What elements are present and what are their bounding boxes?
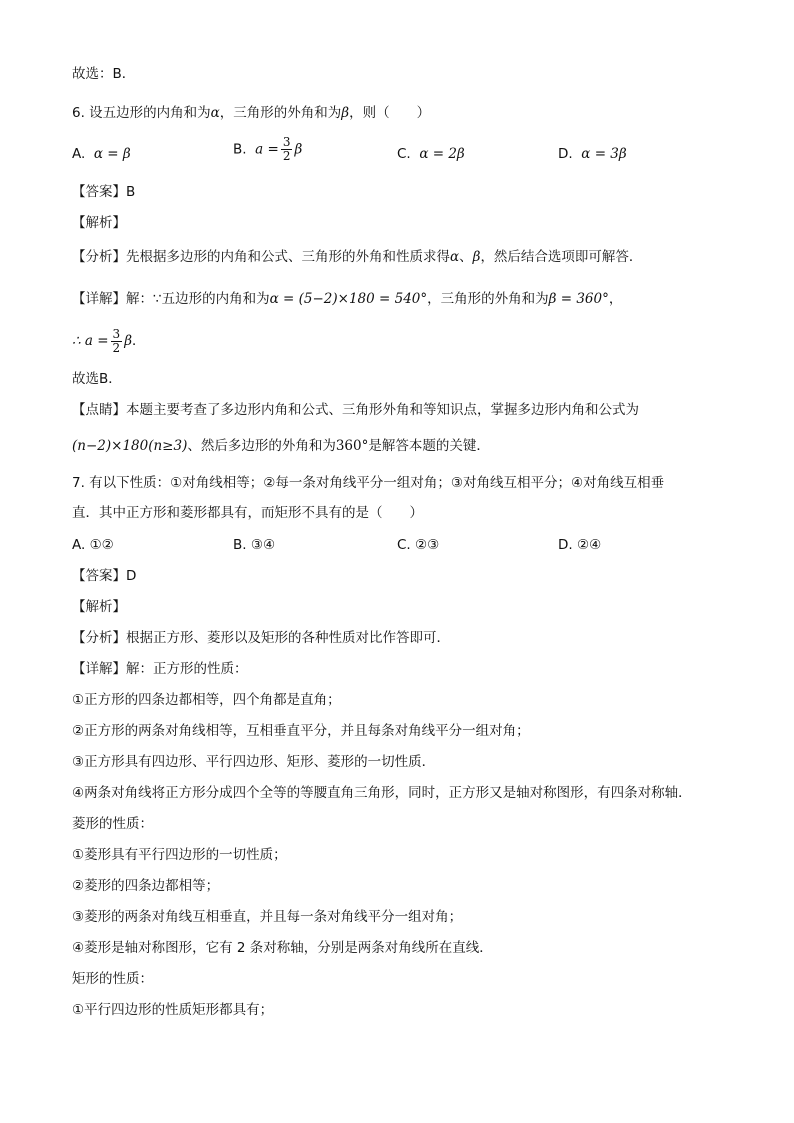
q6-therefore-fraction [111,328,123,355]
q7-rhombus-property-2: ②菱形的四条边都相等； [72,878,220,894]
q6-option-b-numerator: 3 [282,135,291,149]
q7-option-c: C. ②③ [397,537,440,553]
q6-option-d-label: D. [558,146,573,162]
q7-rectangle-title: 矩形的性质： [72,971,153,987]
q7-analysis-heading: 【解析】 [72,599,126,615]
q6-therefore-numerator: 3 [112,326,121,341]
q7-answer: 【答案】D [72,568,137,584]
q6-dianjing-expr2: 360° [335,438,369,454]
q6-fenxi-beta: β [472,249,481,265]
question-7-stem-line-1: 7. 有以下性质：①对角线相等；②每一条对角线平分一组对角；③对角线互相平分；④对角线互相垂 [72,475,665,491]
q6-fenxi-sep: 、 [459,249,473,265]
q6-option-b-lhs: a = [255,141,279,158]
q7-option-a: A. ①② [72,537,114,553]
q6-answer: 【答案】B [72,184,136,200]
question-6-stem [72,103,430,123]
q6-option-b [233,136,302,163]
q6-therefore-lhs: ∴ a = [72,333,109,349]
q6-option-c [397,144,465,164]
q7-rhombus-property-4: ④菱形是轴对称图形，它有 2 条对称轴，分别是两条对角线所在直线． [72,940,493,956]
q6-xiangjie-expr2: β = 360° [548,291,609,307]
q6-dianjing-expr1: (n−2)×180(n≥3) [72,438,188,454]
q6-option-a [72,144,131,164]
q6-therefore-line [72,324,146,358]
question-7-stem-line-2: 直．其中正方形和菱形都具有，而矩形不具有的是（ ） [72,505,423,521]
q6-dianjing-text-2b: 是解答本题的关键． [368,438,490,454]
q6-fenxi [72,247,642,267]
q6-analysis-heading: 【解析】 [72,215,126,231]
q7-square-property-3: ③正方形具有四边形、平行四边形、矩形、菱形的一切性质． [72,754,436,770]
q6-option-b-fraction [281,136,293,163]
q6-stem-text-a: 6. 设五边形的内角和为 [72,105,211,121]
q6-xiangjie-text-c: ， [608,291,623,307]
q6-xiangjie-text-b: ，三角形的外角和为 [427,291,549,307]
q6-option-d-expr: α = 3β [581,146,627,162]
q6-therefore-rhs: β [124,333,132,349]
q6-therefore-end: ． [132,333,146,349]
q6-fenxi-alpha: α [450,249,460,265]
q7-fenxi: 【分析】根据正方形、菱形以及矩形的各种性质对比作答即可． [72,630,450,646]
q6-option-a-label: A. [72,146,86,162]
q6-beta-symbol: β [341,105,350,121]
q6-stem-text-b: ，三角形的外角和为 [219,105,342,121]
q7-rhombus-title: 菱形的性质： [72,816,153,832]
q6-option-c-expr: α = 2β [419,146,465,162]
q6-dianjing-text-2a: 、然后多边形的外角和为 [187,438,336,454]
q6-dianjing-line-2 [72,436,490,456]
q7-rhombus-property-3: ③菱形的两条对角线互相垂直，并且每一条对角线平分一组对角； [72,909,463,925]
q7-square-property-2: ②正方形的两条对角线相等，互相垂直平分，并且每条对角线平分一组对角； [72,723,530,739]
q6-option-c-label: C. [397,146,411,162]
q6-xiangjie-text-a: 【详解】解：∵五边形的内角和为 [72,291,270,307]
q7-rhombus-property-1: ①菱形具有平行四边形的一切性质； [72,847,287,863]
q6-therefore-denominator: 2 [112,340,121,355]
q6-fenxi-text-a: 【分析】先根据多边形的内角和公式、三角形的外角和性质求得 [72,249,450,265]
q6-dianjing-line-1: 【点睛】本题主要考查了多边形内角和公式、三角形外角和等知识点，掌握多边形内角和公式为 [72,402,639,418]
q7-option-b: B. ③④ [233,537,276,553]
q6-alpha-symbol: α [210,105,220,121]
q7-square-property-4: ④两条对角线将正方形分成四个全等的等腰直角三角形，同时，正方形又是轴对称图形，有四条对称轴． [72,785,692,801]
q6-option-d [558,144,627,164]
q6-conclusion: 故选B． [72,371,122,387]
q7-rectangle-property-1: ①平行四边形的性质矩形都具有； [72,1002,274,1018]
q6-xiangjie-expr1: α = (5−2)×180 = 540° [269,291,428,307]
q6-option-a-expr: α = β [93,146,131,162]
q6-option-b-denominator: 2 [282,149,291,163]
q6-fenxi-text-b: ，然后结合选项即可解答． [480,249,643,265]
q6-option-b-label: B. [233,141,247,158]
q6-option-b-rhs: β [294,141,303,158]
q7-xiangjie: 【详解】解：正方形的性质： [72,661,248,677]
previous-answer-line: 故选：B． [72,66,136,82]
q7-square-property-1: ①正方形的四条边都相等，四个角都是直角； [72,692,341,708]
q6-xiangjie [72,289,622,309]
q7-option-d: D. ②④ [558,537,602,553]
q6-stem-text-c: ，则（ ） [349,105,431,121]
